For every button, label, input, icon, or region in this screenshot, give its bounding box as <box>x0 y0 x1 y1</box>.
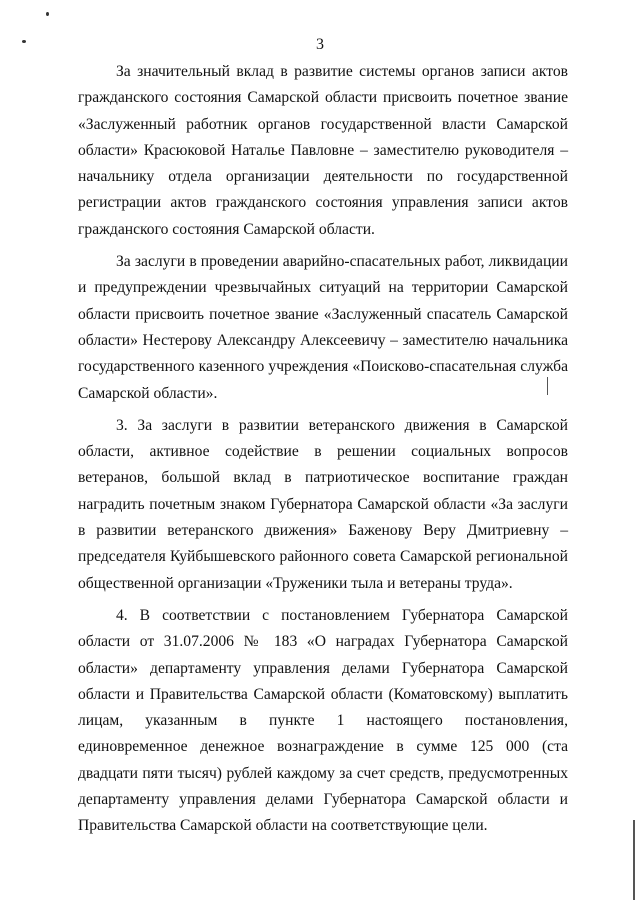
paragraph-award-rescuer: За заслуги в проведении аварийно-спасательных работ, ликвидации и предупреждении чрезвычайных ситуаций на территории Самарской области присвоить почетное звание «Заслуженный спасатель Самарской области» Нестерову Александру Алексеевичу – заместителю начальника государственного казенного учреждения «Поисково-спасательная служба Самарской области». <box>78 253 568 402</box>
paragraph-award-civil-registry: За значительный вклад в развитие системы органов записи актов гражданского состояния Самарской области присвоить почетное звание «Заслуженный работник органов государственной власти Самарской области» Красюковой Наталье Павловне – заместителю руководителя – начальнику отдела организации деятельности по государственной регистрации актов гражданского состояния управления записи актов гражданского состояния Самарской области. <box>78 63 568 238</box>
scan-speck <box>46 12 49 16</box>
document-body <box>78 59 568 840</box>
paragraph-item-4-payment: 4. В соответствии с постановлением Губернатора Самарской области от 31.07.2006 № 183 «О наградах Губернатора Самарской области» департаменту управления делами Губернатора Самарской области и Правительства Самарской области (Коматовскому) выплатить лицам, указанным в пункте 1 настоящего постановления, единовременное денежное вознаграждение в сумме 125 000 (ста двадцати пяти тысяч) рублей каждому за счет средств, предусмотренных департаменту управления делами Губернатора Самарской области и Правительства Самарской области на соответствующие цели. <box>78 606 568 835</box>
scan-edge-mark <box>633 820 635 900</box>
paragraph-item-3-veteran-badge: 3. За заслуги в развитии ветеранского движения в Самарской области, активное содействие в решении социальных вопросов ветеранов, большой вклад в патриотическое воспитание граждан наградить почетным знаком Губернатора Самарской области «За заслуги в развитии ветеранского движения» Баженову Веру Дмитриевну – председателя Куйбышевского районного совета Самарской региональной общественной организации «Труженики тыла и ветераны труда». <box>78 416 568 592</box>
page-number: 3 <box>316 36 324 53</box>
